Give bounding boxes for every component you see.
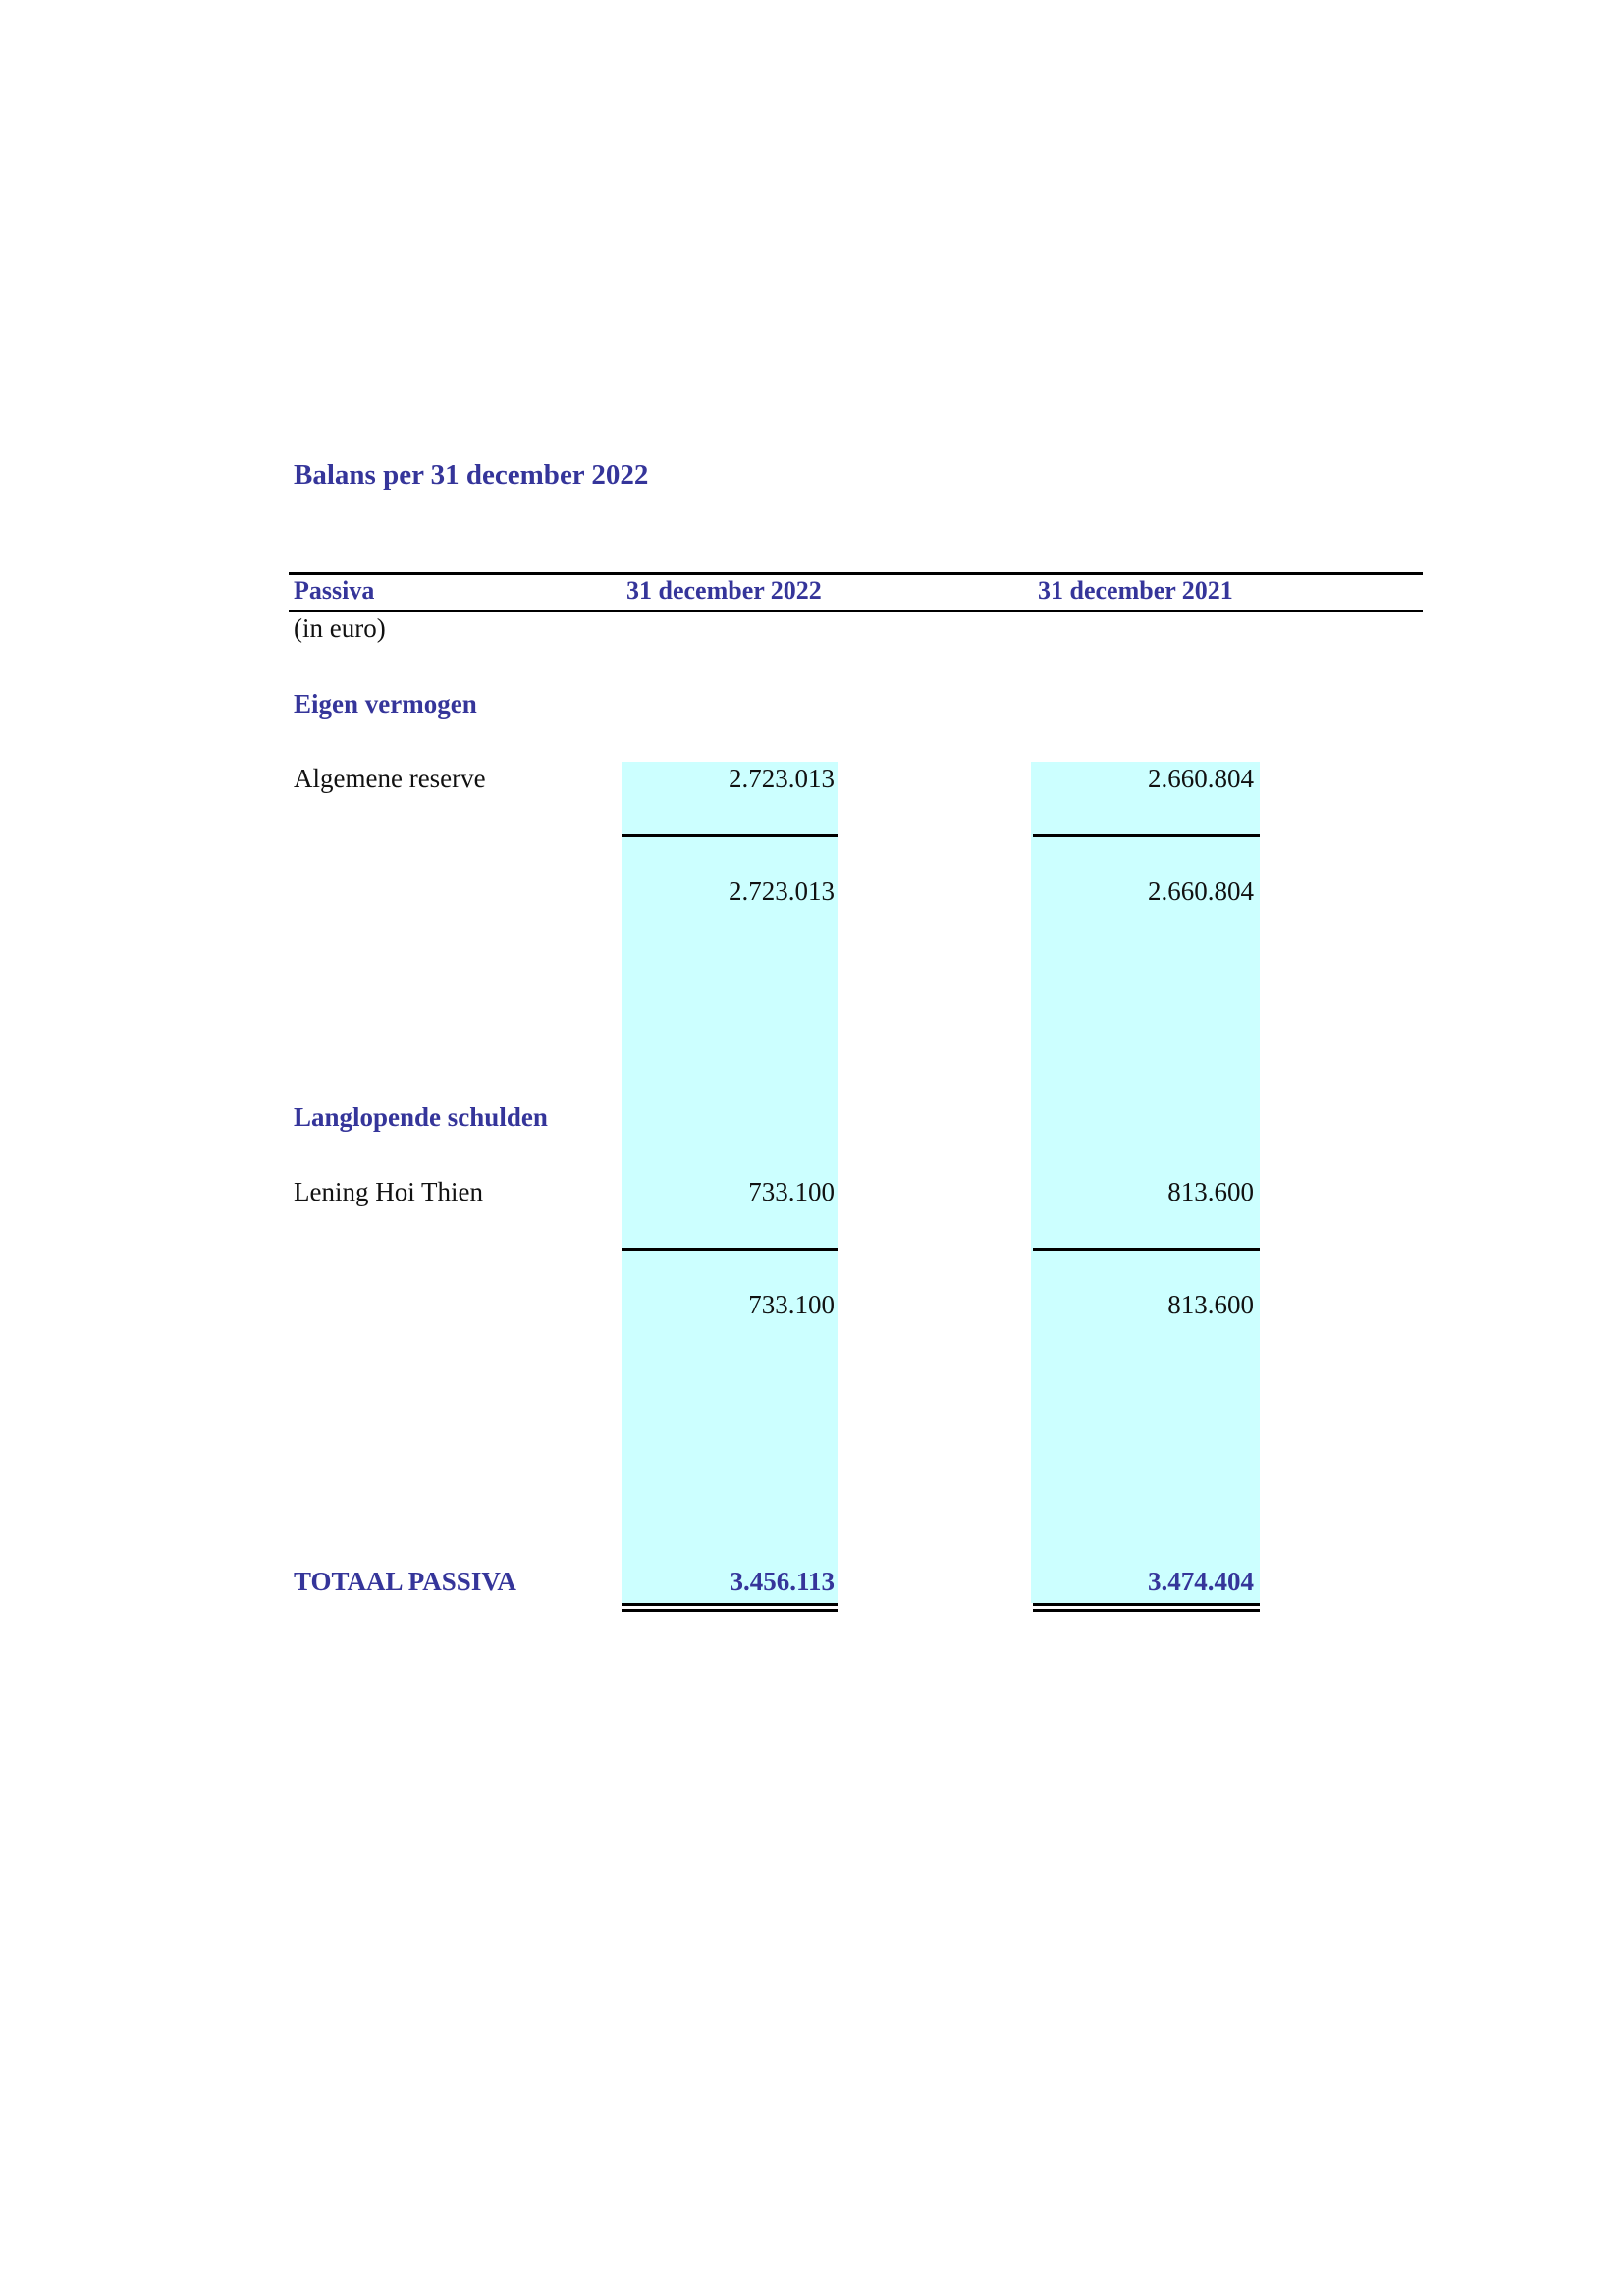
subtotal-value-2022-long-term-debt: 733.100 [748,1290,835,1319]
header-bottom-rule [289,610,1423,612]
total-double-rule-bottom-2022 [622,1609,838,1612]
header-label: Passiva [294,576,375,605]
total-value-2021: 3.474.404 [1148,1567,1254,1596]
header-col-2022: 31 december 2022 [626,576,822,605]
row-label-algemene-reserve: Algemene reserve [294,764,486,793]
subtotal-rule-2022-equity [622,834,838,837]
total-value-2022: 3.456.113 [730,1567,835,1596]
total-label: TOTAAL PASSIVA [294,1567,516,1596]
row-label-lening-hoi-thien: Lening Hoi Thien [294,1177,483,1206]
section-title-equity: Eigen vermogen [294,689,477,719]
unit-note: (in euro) [294,614,386,643]
row-value-2022-lening-hoi-thien: 733.100 [748,1177,835,1206]
subtotal-value-2022-equity: 2.723.013 [729,877,835,906]
total-double-rule-bottom-2021 [1033,1609,1260,1612]
row-value-2021-algemene-reserve: 2.660.804 [1148,764,1254,793]
subtotal-value-2021-long-term-debt: 813.600 [1167,1290,1254,1319]
total-double-rule-top-2022 [622,1603,838,1606]
page-title: Balans per 31 december 2022 [294,459,649,491]
subtotal-rule-2021-equity [1033,834,1260,837]
section-title-long-term-debt: Langlopende schulden [294,1102,548,1132]
subtotal-rule-2021-long-term-debt [1033,1248,1260,1251]
header-col-2021: 31 december 2021 [1038,576,1233,605]
subtotal-rule-2022-long-term-debt [622,1248,838,1251]
row-value-2021-lening-hoi-thien: 813.600 [1167,1177,1254,1206]
row-value-2022-algemene-reserve: 2.723.013 [729,764,835,793]
subtotal-value-2021-equity: 2.660.804 [1148,877,1254,906]
header-top-rule [289,572,1423,575]
total-double-rule-top-2021 [1033,1603,1260,1606]
